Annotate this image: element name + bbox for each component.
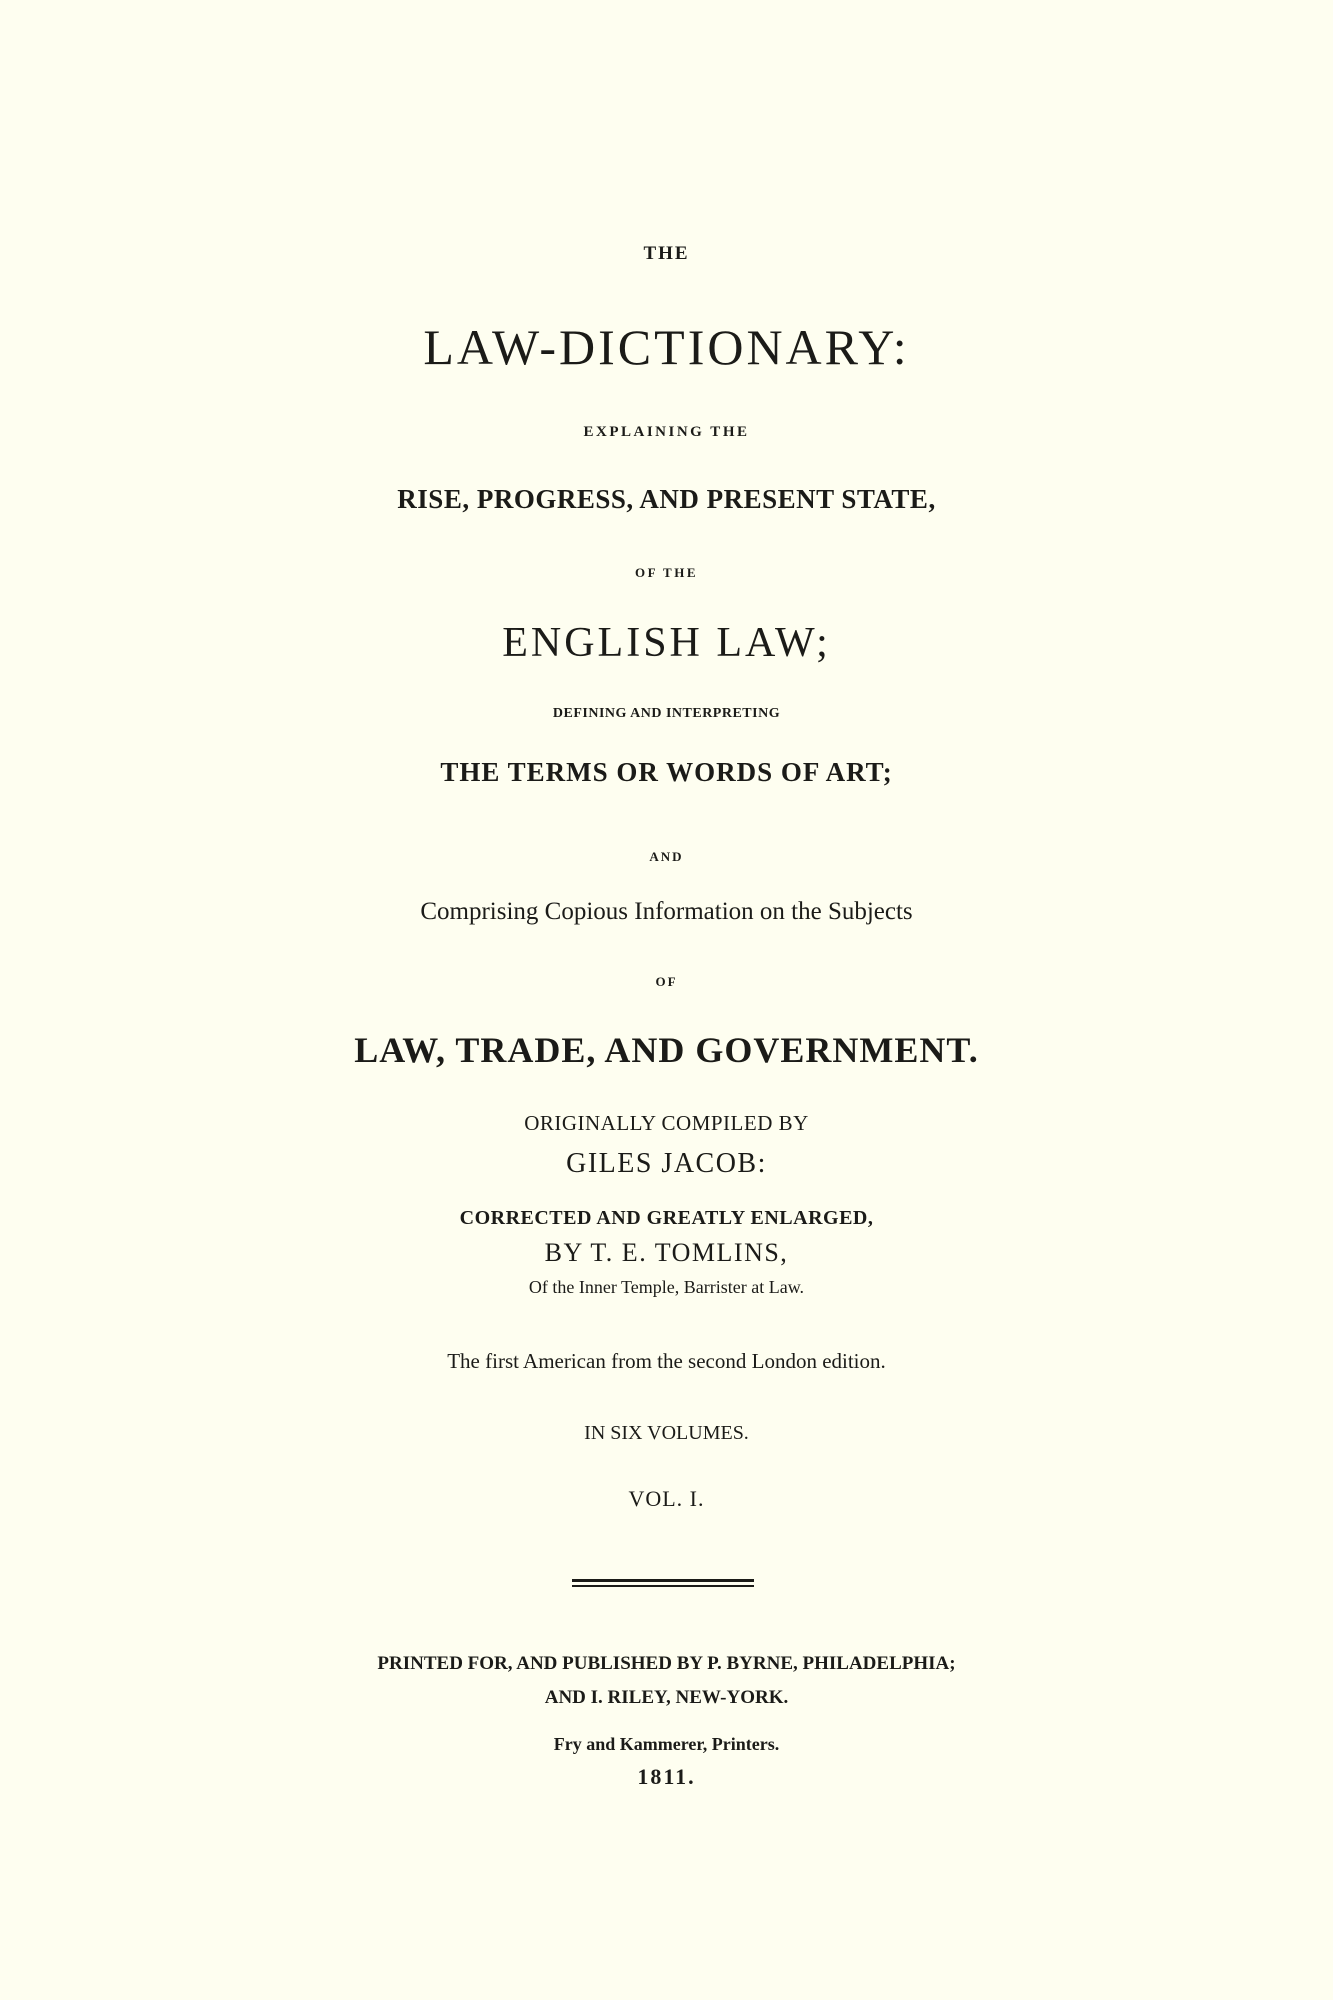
double-rule-top bbox=[572, 1579, 754, 1582]
printers-line: Fry and Kammerer, Printers. bbox=[553, 1734, 780, 1754]
originally-compiled-line: ORIGINALLY COMPILED BY bbox=[524, 1111, 809, 1135]
corrected-line: CORRECTED AND GREATLY ENLARGED, bbox=[459, 1207, 874, 1229]
of-line: OF bbox=[655, 974, 678, 989]
author-name: GILES JACOB: bbox=[566, 1148, 767, 1179]
comprising-line: Comprising Copious Information on the Subjects bbox=[420, 898, 913, 925]
editor-name: BY T. E. TOMLINS, bbox=[544, 1238, 789, 1267]
editor-affiliation: Of the Inner Temple, Barrister at Law. bbox=[528, 1277, 805, 1297]
and-riley-line: AND I. RILEY, NEW-YORK. bbox=[544, 1687, 789, 1708]
rise-progress-line: RISE, PROGRESS, AND PRESENT STATE, bbox=[397, 484, 936, 514]
volumes-line: IN SIX VOLUMES. bbox=[584, 1422, 749, 1444]
publication-year: 1811. bbox=[637, 1764, 696, 1789]
defining-line: DEFINING AND INTERPRETING bbox=[552, 706, 781, 721]
law-trade-government-heading: LAW, TRADE, AND GOVERNMENT. bbox=[354, 1030, 979, 1070]
page-title: LAW-DICTIONARY: bbox=[423, 319, 910, 375]
double-rule-bottom bbox=[572, 1585, 754, 1587]
printed-for-line: PRINTED FOR, AND PUBLISHED BY P. BYRNE, PHILADELPHIA; bbox=[377, 1653, 956, 1674]
the-line: THE bbox=[643, 243, 690, 264]
and-line: AND bbox=[649, 849, 684, 864]
terms-line: THE TERMS OR WORDS OF ART; bbox=[440, 757, 893, 787]
explaining-line: EXPLAINING THE bbox=[583, 424, 750, 440]
of-the-line: OF THE bbox=[634, 565, 699, 580]
volume-number: VOL. I. bbox=[628, 1486, 705, 1511]
edition-line: The first American from the second London edition. bbox=[447, 1349, 886, 1373]
english-law-heading: ENGLISH LAW; bbox=[502, 620, 831, 666]
